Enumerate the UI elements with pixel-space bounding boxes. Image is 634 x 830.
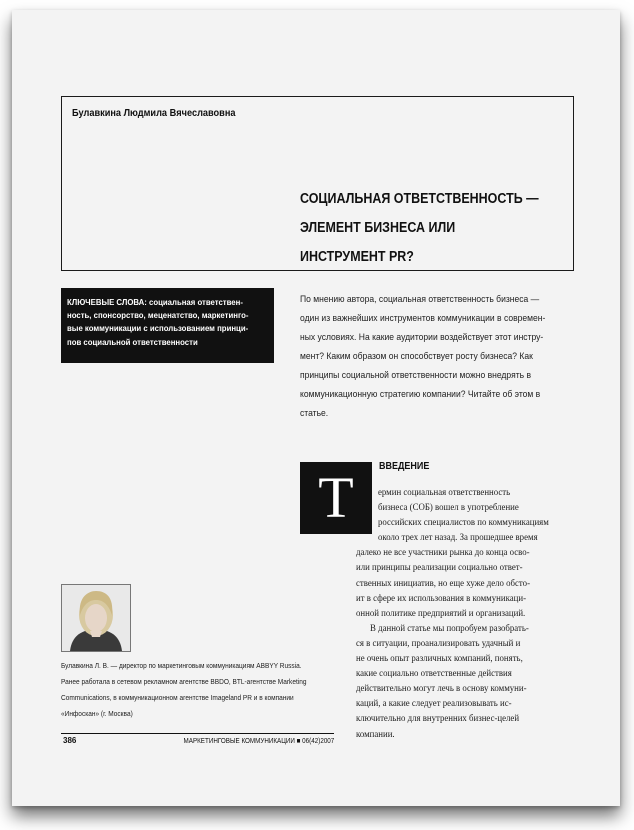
bio-line: Ранее работала в сетевом рекламном агентстве BBDO, BTL-агентстве Marketing xyxy=(61,677,307,686)
body-line: каций, а какие следует реализовывать ис- xyxy=(356,699,512,710)
keywords-box xyxy=(61,288,274,363)
body-text xyxy=(300,486,580,743)
section-heading: ВВЕДЕНИЕ xyxy=(379,461,430,472)
body-line: бизнеса (СОБ) вошел в употребление xyxy=(378,503,519,514)
body-line: около трех лет назад. За прошедшее время xyxy=(378,533,538,544)
magazine-issue: МАРКЕТИНГОВЫЕ КОММУНИКАЦИИ ■ 06(42)2007 xyxy=(183,736,334,745)
body-line: действительно могут лечь в основу коммуни- xyxy=(356,684,527,695)
portrait-illustration xyxy=(62,585,130,651)
lead-line: коммуникационную стратегию компании? Читайте об этом в xyxy=(300,389,541,400)
author-name: Булавкина Людмила Вячеславовна xyxy=(72,108,236,119)
lead-line: статье. xyxy=(300,408,329,419)
page-number: 386 xyxy=(63,736,77,745)
lead-line: принципы социальной ответственности можно внедрять в xyxy=(300,370,532,381)
lead-line: один из важнейших инструментов коммуникации в современ- xyxy=(300,313,546,324)
bio-line: Communications, в коммуникационном агентстве Imageland PR и в компании xyxy=(61,693,294,702)
body-line: ит в сфере их использования в коммуникаци- xyxy=(356,593,527,604)
body-line: российских специалистов по коммуникациям xyxy=(378,518,549,529)
footer-rule xyxy=(61,733,334,734)
author-bio xyxy=(61,658,341,722)
drop-cap: Т xyxy=(300,462,372,534)
lead-line: ных условиях. На какие аудитории воздействует этот инстру- xyxy=(300,332,544,343)
body-line: ключительно для внутренних бизнес-целей xyxy=(356,714,520,725)
body-line: не очень опыт различных компаний, понять, xyxy=(356,654,523,665)
title-line: ИНСТРУМЕНТ PR? xyxy=(300,249,414,265)
title-line: СОЦИАЛЬНАЯ ОТВЕТСТВЕННОСТЬ — xyxy=(300,191,539,207)
keywords-line: ность, спонсорство, меценатство, маркетинго- xyxy=(67,310,249,321)
author-photo xyxy=(61,584,131,652)
body-line: компании. xyxy=(356,729,395,740)
article-title xyxy=(300,185,560,272)
body-line: В данной статье мы попробуем разобрать- xyxy=(370,623,529,634)
bio-line: «Инфоскан» (г. Москва) xyxy=(61,709,133,718)
keywords-line: КЛЮЧЕВЫЕ СЛОВА: социальная ответствен- xyxy=(67,297,243,307)
body-line: ственных инициатив, но еще хуже дело обсто- xyxy=(356,578,531,589)
bio-line: Булавкина Л. В. — директор по маркетинговым коммуникациям ABBYY Russia. xyxy=(61,661,302,670)
body-line: ся в ситуации, проанализировать удачный и xyxy=(356,638,521,649)
body-line: или принципы реализации социально ответ- xyxy=(356,563,523,574)
title-line: ЭЛЕМЕНТ БИЗНЕСА ИЛИ xyxy=(300,220,456,236)
lead-line: мент? Каким образом он способствует росту бизнеса? Как xyxy=(300,351,533,362)
body-line: какие социально ответственные действия xyxy=(356,669,512,680)
lead-paragraph xyxy=(300,290,580,423)
keywords-line: пов социальной ответственности xyxy=(67,336,198,347)
body-line: онной политике предприятий и организаций. xyxy=(356,608,526,619)
lead-line: По мнению автора, социальная ответственность бизнеса — xyxy=(300,294,540,305)
body-line: далеко не все участники рынка до конца осво- xyxy=(356,548,530,559)
keywords-line: вые коммуникации с использованием принци- xyxy=(67,323,249,334)
body-line: ермин социальная ответственность xyxy=(378,488,511,498)
